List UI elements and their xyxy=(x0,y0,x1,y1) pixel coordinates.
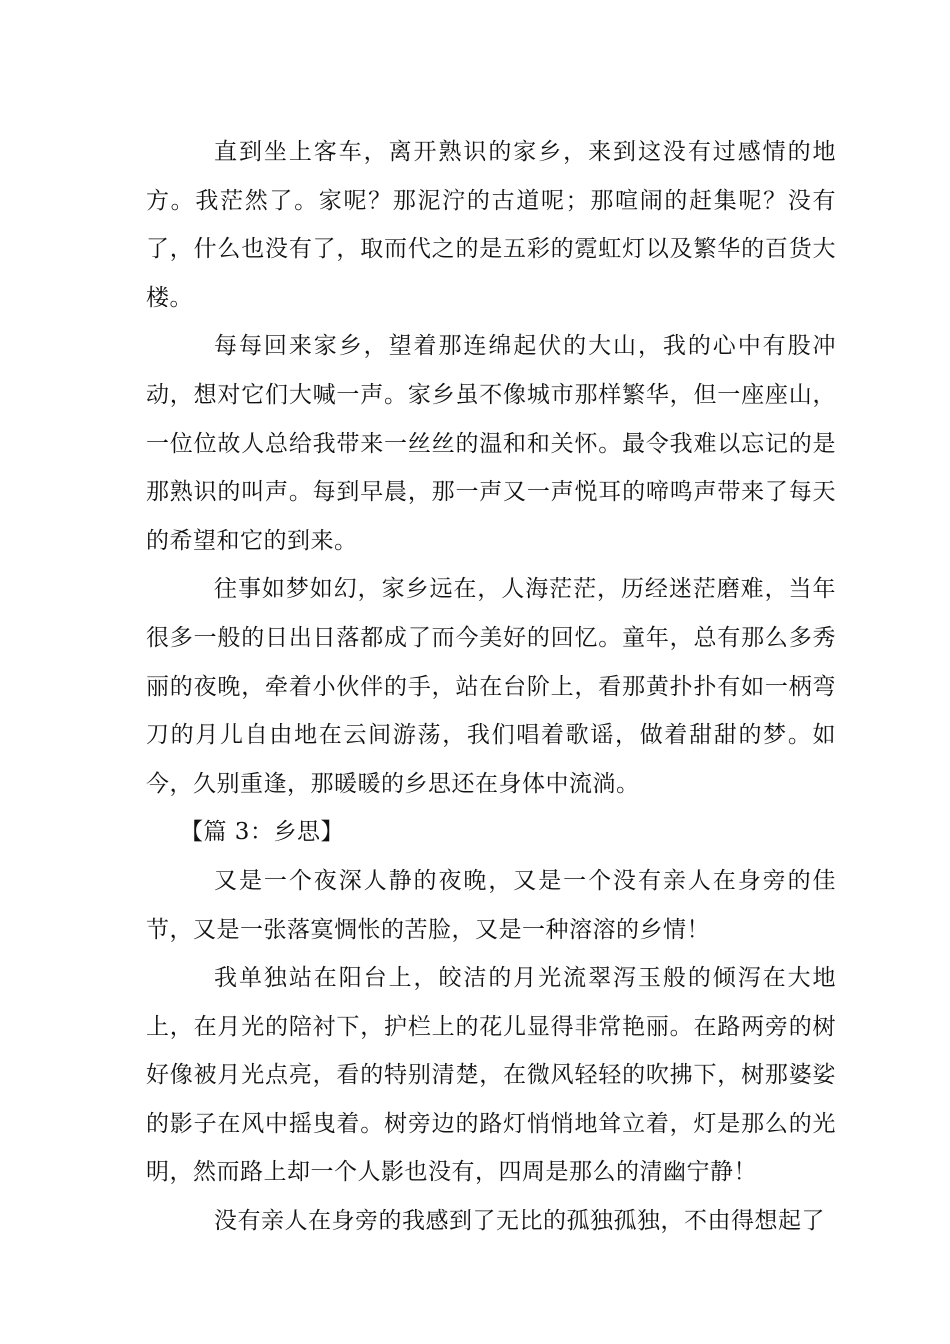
paragraph-loneliness: 没有亲人在身旁的我感到了无比的孤独孤独，不由得想起了 xyxy=(214,1208,825,1235)
section-heading: 【篇 3：乡思】 xyxy=(180,819,344,846)
paragraph-hometown-mountains: 每每回来家乡，望着那连绵起伏的大山，我的心中有股冲动，想对它们大喊一声。家乡虽不像城市那样繁华，但一座座山，一位位故人总给我带来一丝丝的温和和关怀。最令我难以忘记的是那熟识的叫声。每到早晨，那一声又一声悦耳的啼鸣声带来了每天的希望和它的到来。 xyxy=(146,333,836,554)
paragraph-arrival-in-city: 直到坐上客车，离开熟识的家乡，来到这没有过感情的地方。我茫然了。家呢？那泥泞的古道呢；那喧闹的赶集呢？没有了，什么也没有了，取而代之的是五彩的霓虹灯以及繁华的百货大楼。 xyxy=(146,139,836,311)
paragraph-balcony-moonlight: 我单独站在阳台上，皎洁的月光流翠泻玉般的倾泻在大地上，在月光的陪衬下，护栏上的花儿显得非常艳丽。在路两旁的树好像被月光点亮，看的特别清楚，在微风轻轻的吹拂下，树那婆娑的影子在风中摇曳着。树旁边的路灯悄悄地耸立着，灯是那么的光明，然而路上却一个人影也没有，四周是那么的清幽宁静！ xyxy=(146,965,836,1186)
paragraph-childhood-memories: 往事如梦如幻，家乡远在，人海茫茫，历经迷茫磨难，当年很多一般的日出日落都成了而今美好的回忆。童年，总有那么多秀丽的夜晚，牵着小伙伴的手，站在台阶上，看那黄扑扑有如一柄弯刀的月儿自由地在云间游荡，我们唱着歌谣，做着甜甜的梦。如今，久别重逢，那暖暖的乡思还在身体中流淌。 xyxy=(146,576,836,797)
paragraph-quiet-night: 又是一个夜深人静的夜晚，又是一个没有亲人在身旁的佳节，又是一张落寞惆怅的苦脸，又是一种溶溶的乡情！ xyxy=(146,867,836,943)
document-body xyxy=(146,128,836,1246)
